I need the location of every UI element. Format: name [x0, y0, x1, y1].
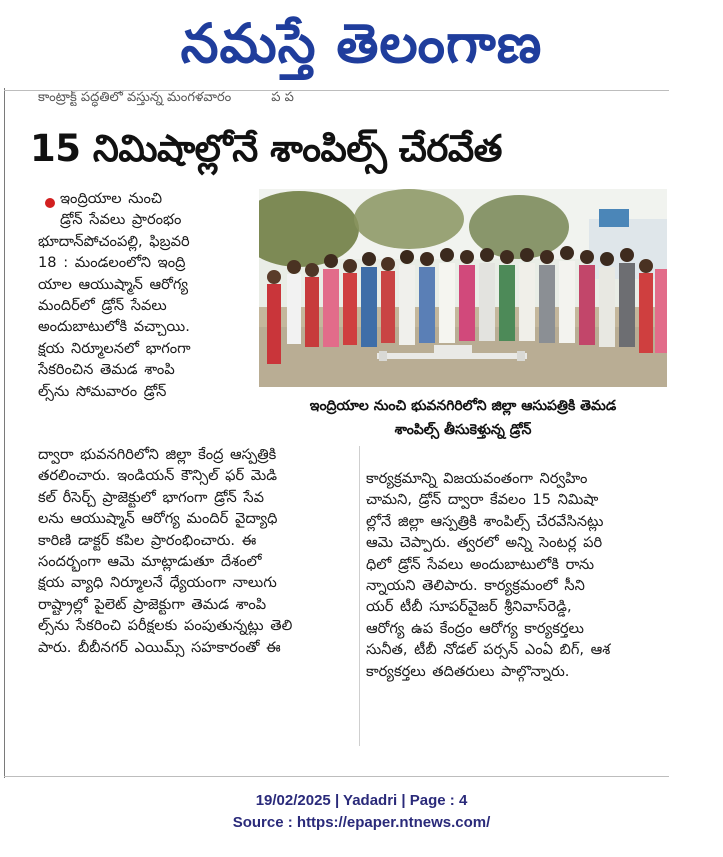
article-headline: 15 నిమిషాల్లోనే శాంపిల్స్ చేరవేత	[30, 127, 502, 170]
article-line: ల్స్‌ను సేకరించి పరీక్షలకు పంపుతున్నట్లు తెలి	[38, 617, 293, 635]
article-line: ల్లోనే జిల్లా ఆస్పత్రికి శాంపిల్స్ చేరవేసినట్లు	[366, 512, 604, 530]
article-line: ల్స్‌ను సోమవారం డ్రోన్	[38, 382, 167, 400]
article-line: ఇంద్రియాల నుంచి	[60, 190, 163, 207]
article-line: 18 : మండలంలోని ఇంద్రి	[38, 254, 186, 272]
kicker-right: ప ప	[271, 91, 294, 105]
page-border-bottom	[4, 776, 669, 777]
column-divider	[359, 446, 360, 746]
article-line: భూదాన్‌పోచంపల్లి, ఫిబ్రవరి	[38, 232, 190, 250]
article-line: కారిణి డాక్టర్ కపిల ప్రారంభించారు. ఈ	[38, 531, 257, 549]
page-footer	[0, 790, 723, 834]
article-column-right	[366, 468, 666, 682]
article-line: సందర్భంగా ఆమె మాట్లాడుతూ దేశంలో	[38, 552, 262, 570]
article-line: రాష్ట్రాల్లో పైలెట్ ప్రాజెక్టుగా తెమడ శాంపి	[38, 595, 267, 613]
source-link[interactable]: Source : https://epaper.ntnews.com/	[232, 814, 491, 831]
article-column-left-top	[38, 188, 250, 402]
article-column-left-bottom	[38, 444, 356, 658]
article-line: కార్యక్రమాన్ని విజయవంతంగా నిర్వహిం	[366, 470, 588, 487]
article-line: క్షయ నిర్మూలనలో భాగంగా	[38, 339, 191, 357]
photo-caption	[258, 394, 668, 446]
masthead	[0, 0, 723, 92]
article-line: పారు. బీబీనగర్ ఎయిమ్స్ సహకారంతో ఈ	[38, 638, 281, 656]
newspaper-logo: నమస్తే తెలంగాణ	[180, 12, 543, 75]
article-line: డ్రోన్ సేవలు ప్రారంభం	[60, 211, 182, 229]
edition-info: 19/02/2025 | Yadadri | Page : 4	[255, 792, 468, 809]
photo-illustration	[259, 189, 667, 387]
article-line: అందుబాటులోకి వచ్చాయి.	[38, 318, 190, 336]
article-line: యర్ టీబీ సూపర్‌వైజర్ శ్రీనివాస్‌రెడ్డి,	[366, 598, 572, 616]
article-line: సేకరించిన తెమడ శాంపి	[38, 361, 175, 379]
article-line: తరలించారు. ఇండియన్ కౌన్సిల్ ఫర్ మెడి	[38, 467, 278, 485]
article-line: న్నాయని తెలిపారు. కార్యక్రమంలో సీని	[366, 576, 585, 594]
article-line: క్షయ వ్యాధి నిర్మూలనే ధ్యేయంగా నాలుగు	[38, 574, 277, 592]
article-line: మందిర్‌లో డ్రోన్ సేవలు	[38, 296, 167, 314]
article-line: సునీత, టీబీ నోడల్ పర్సన్ ఎంఏ బిగ్, ఆశ	[366, 641, 611, 659]
article-line: ధిలో డ్రోన్ సేవలు అందుబాటులోకి రాను	[366, 555, 595, 573]
news-photo-drone-group	[259, 189, 667, 387]
article-line: లను ఆయుష్మాన్ ఆరోగ్య మందిర్ వైద్యాధి	[38, 510, 278, 528]
article-line: ఆరోగ్య ఉప కేంద్రం ఆరోగ్య కార్యకర్తలు	[366, 619, 584, 637]
page-border-left	[4, 88, 5, 778]
article-line: యాల ఆయుష్మాన్ ఆరోగ్య	[38, 275, 189, 293]
kicker-left: కాంట్రాక్ట్ పద్ధతిలో వస్తున్న మంగళవారం	[38, 91, 232, 105]
article-line: చామని, డ్రోన్ ద్వారా కేవలం 15 నిమిషా	[366, 491, 599, 509]
article-line: కార్యకర్తలు తదితరులు పాల్గొన్నారు.	[366, 662, 570, 680]
article-line: ద్వారా భువనగిరిలోని జిల్లా కేంద్ర ఆస్పత్రికి	[38, 446, 277, 463]
article-line: ఆమె చెప్పారు. త్వరలో అన్ని సెంటర్ల పరి	[366, 534, 603, 552]
previous-article-tail	[38, 91, 658, 109]
article-line: కల్ రీసెర్చ్ ప్రాజెక్టులో భాగంగా డ్రోన్ సేవ	[38, 488, 264, 506]
caption-line-2: శాంపిల్స్ తీసుకెళ్తున్న డ్రోన్	[394, 422, 532, 438]
caption-line-1: ఇంద్రియాల నుంచి భువనగిరిలోని జిల్లా ఆసుపత్రికి తెమడ	[309, 398, 617, 414]
